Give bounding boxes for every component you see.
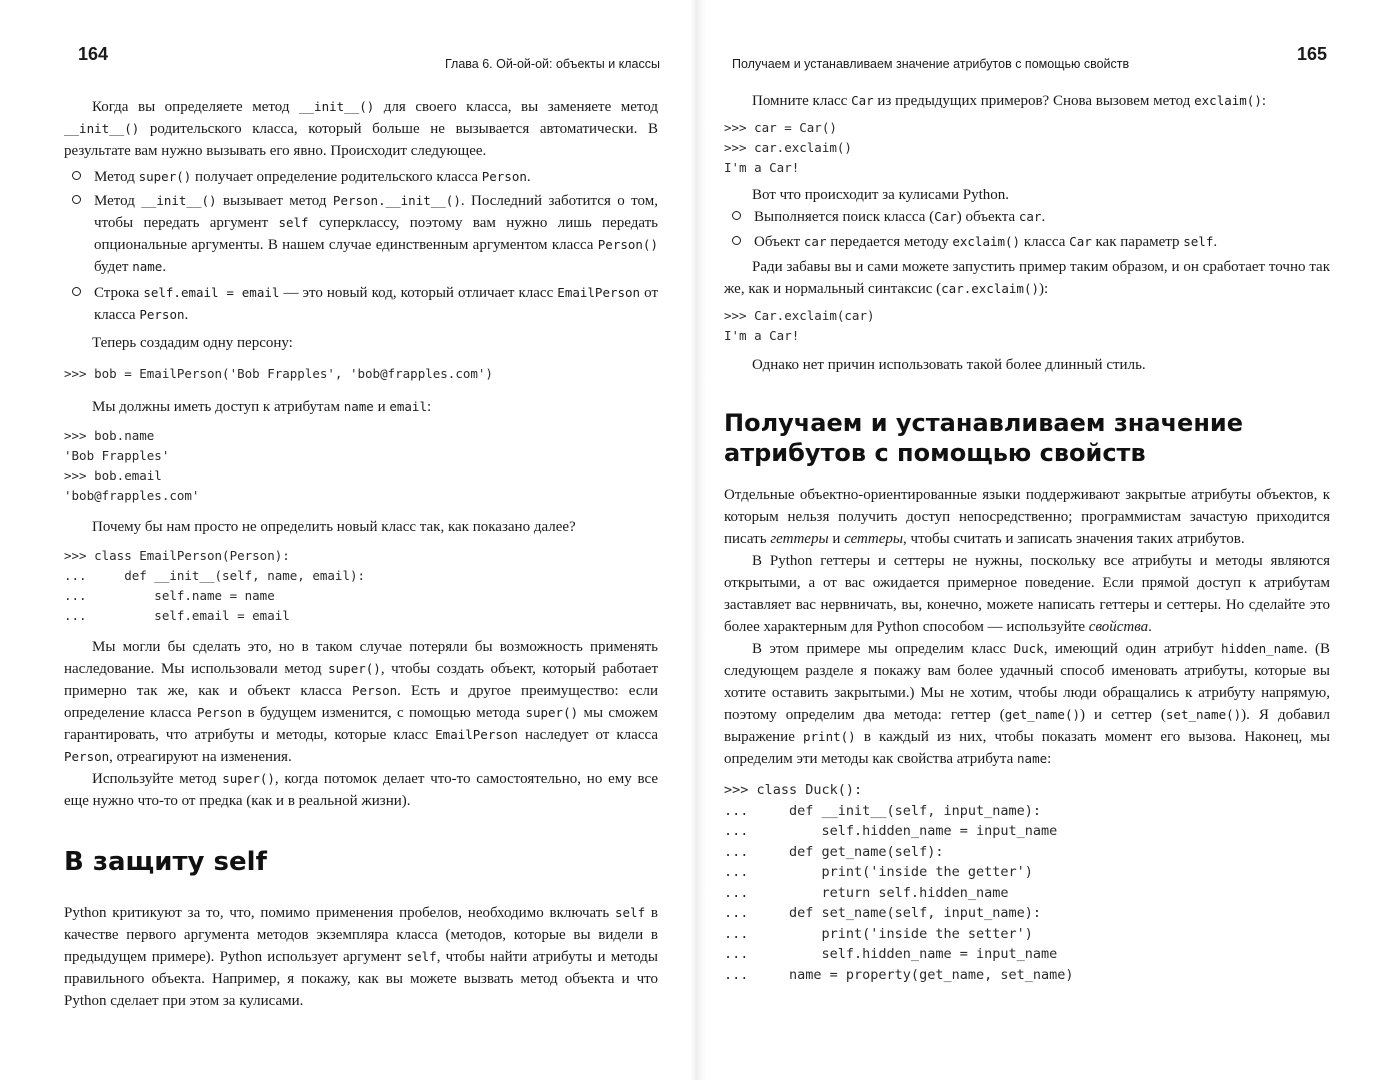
inline-code: super() bbox=[525, 705, 579, 720]
section-heading-self: В защиту self bbox=[64, 847, 267, 877]
inline-code: name bbox=[132, 259, 163, 274]
emphasized-term: геттеры bbox=[770, 531, 829, 547]
page-number: 165 bbox=[1296, 44, 1327, 64]
inline-code: Car bbox=[934, 209, 957, 224]
for-fun-text: Ради забавы вы и сами можете запустить пример таким образом, и он сработает точно так же, как и нормальный синтаксис (car.exclaim()): bbox=[724, 259, 1330, 297]
inheritance-paragraph: Мы могли бы сделать это, но в таком случае потеряли бы возможность применять наследование. Мы использовали метод super(), чтобы создать объект, который работает примерно так же, как и объект класса Person. Есть и другое преимущество: если определение класса Person в будущем изменится, с помощью метода super() мы сможем гарантировать, что атрибуты и методы, которые класс EmailPerson наследует от класса Person, отреагируют на изменения. bbox=[64, 639, 658, 765]
code-class-definition: >>> class EmailPerson(Person): ... def __init__(self, name, email): ... self.name = name ... self.email = email bbox=[64, 548, 366, 623]
inline-code: Person.__init__() bbox=[332, 193, 461, 208]
list-item-text: Выполняется поиск класса (Car) объекта car. bbox=[754, 209, 1046, 225]
inline-code: set_name() bbox=[1165, 707, 1242, 722]
inline-code: super() bbox=[138, 169, 192, 184]
inline-code: Person() bbox=[597, 237, 658, 252]
inline-code: Person bbox=[481, 169, 527, 184]
list-item-text: Метод __init__() вызывает метод Person.__init__(). Последний заботится о том, чтобы передать аргумент self суперклассу, поэтому вам нужно лишь передать опциональные аргументы. В нашем случае единственным аргументом класса Person() будет name. bbox=[94, 193, 658, 275]
inline-code: self bbox=[615, 905, 646, 920]
access-attrs-text: Мы должны иметь доступ к атрибутам name и email: bbox=[92, 399, 432, 415]
code-car-exclaim: >>> car = Car() >>> car.exclaim() I'm a Car! bbox=[724, 120, 852, 175]
inline-code: print() bbox=[803, 729, 856, 744]
remember-car-text: Помните класс Car из предыдущих примеров? Снова вызовем метод exclaim(): bbox=[752, 93, 1267, 109]
list-item bbox=[724, 231, 1330, 253]
bullet-circle bbox=[732, 211, 741, 220]
inline-code: car.exclaim() bbox=[941, 281, 1039, 296]
bullet-circle bbox=[72, 195, 81, 204]
inline-code: Person bbox=[196, 705, 243, 720]
inline-code: self bbox=[278, 215, 309, 230]
inline-code: EmailPerson bbox=[557, 285, 641, 300]
inline-code: Car bbox=[851, 93, 874, 108]
inline-code: Person bbox=[139, 307, 185, 322]
code-class-exclaim: >>> Car.exclaim(car) I'm a Car! bbox=[724, 308, 875, 343]
running-head: Глава 6. Ой-ой-ой: объекты и классы bbox=[444, 57, 660, 71]
inline-code: car bbox=[1018, 209, 1042, 224]
bullet-circle bbox=[732, 236, 741, 245]
why-question-text: Почему бы нам просто не определить новый класс так, как показано далее? bbox=[92, 519, 576, 535]
emphasized-term: свойства bbox=[1088, 619, 1149, 635]
inline-code: exclaim() bbox=[952, 234, 1021, 249]
behind-scenes-text: Вот что происходит за кулисами Python. bbox=[752, 187, 1010, 203]
bullet-circle bbox=[72, 287, 81, 296]
inline-code: email bbox=[389, 399, 427, 414]
list-item-text: Объект car передается методу exclaim() класса Car как параметр self. bbox=[754, 234, 1218, 250]
intro-paragraph: Когда вы определяете метод __init__() для своего класса, вы заменяете метод __init__() родительского класса, который больше не вызывается автоматически. В результате вам нужно вызывать его явно. Происходит следующее. bbox=[64, 99, 658, 159]
list-item bbox=[724, 206, 1330, 228]
inline-code: self bbox=[1183, 234, 1214, 249]
inline-code: __init__() bbox=[64, 121, 140, 136]
inline-code: __init__() bbox=[299, 99, 375, 114]
self-paragraph: Python критикуют за то, что, помимо применения пробелов, необходимо включать self в качестве первого аргумента методов экземпляра класса (методов, которые вы видели в предыдущем примере). Python использует аргумент self, чтобы найти атрибуты и методы правильного объекта. Например, я покажу, как вы можете вызвать метод объекта и что Python сделает при этом за кулисами. bbox=[64, 905, 658, 1009]
code-create-person: >>> bob = EmailPerson('Bob Frapples', 'bob@frapples.com') bbox=[64, 366, 493, 381]
bullet-circle bbox=[72, 171, 81, 180]
running-head: Получаем и устанавливаем значение атрибутов с помощью свойств bbox=[732, 57, 1130, 71]
python-getters-paragraph: В Python геттеры и сеттеры не нужны, поскольку все атрибуты и методы являются открытыми, а от вас ожидается примерное поведение. Если прямой доступ к атрибутам заставляет вас нервничать, вы, конечно, можете написать геттеры и сеттеры. Но сделайте это более характерным для Python способом — используйте свойства. bbox=[724, 553, 1330, 635]
inline-code: self.email = email bbox=[143, 285, 280, 300]
inline-code: name bbox=[1017, 751, 1048, 766]
page-number: 164 bbox=[78, 44, 109, 64]
create-person-text: Теперь создадим одну персону: bbox=[92, 335, 293, 351]
inline-code: EmailPerson bbox=[435, 727, 518, 742]
emphasized-term: сеттеры bbox=[844, 531, 904, 547]
right-page bbox=[698, 0, 1397, 1080]
left-page bbox=[0, 0, 698, 1080]
code-duck-class: >>> class Duck(): ... def __init__(self, input_name): ... self.hidden_name = input_name ... def get_name(self): ... print('inside the getter') ... return self.hidden_name ... def set_name(self, input_name): ... print('inside the setter') ... self.hidden_name = input_name ... name = property(get_name, set_name) bbox=[724, 782, 1074, 983]
inline-code: exclaim() bbox=[1194, 93, 1262, 108]
inline-code: Person bbox=[64, 749, 110, 764]
inline-code: name bbox=[343, 399, 374, 414]
left-page-body bbox=[64, 96, 658, 1012]
longer-style-text: Однако нет причин использовать такой более длинный стиль. bbox=[752, 357, 1146, 373]
inline-code: Car bbox=[1069, 234, 1092, 249]
inline-code: Duck bbox=[1013, 641, 1044, 656]
inline-code: hidden_name bbox=[1220, 641, 1304, 656]
duck-example-paragraph: В этом примере мы определим класс Duck, имеющий один атрибут hidden_name. (В следующем разделе я покажу вам более удачный способ именовать атрибуты, которые вы хотите оставить закрытыми.) Мы не хотим, чтобы люди обращались к атрибуту напрямую, поэтому определим два метода: геттер (get_name()) и сеттер (set_name()). Я добавил выражение print() в каждый из них, чтобы показать момент его вызова. Наконец, мы определим эти методы как свойства атрибута name: bbox=[724, 641, 1331, 767]
inline-code: __init__() bbox=[141, 193, 217, 208]
inline-code: self bbox=[406, 949, 437, 964]
inline-code: super() bbox=[222, 771, 275, 786]
inline-code: Person bbox=[352, 683, 398, 698]
behind-scenes-list bbox=[724, 206, 1330, 253]
private-attrs-paragraph: Отдельные объектно-ориентированные языки поддерживают закрытые атрибуты объектов, к которым нельзя получить доступ непосредственно; программистам зачастую приходится писать геттеры и сеттеры, чтобы считать и записать значения таких атрибутов. bbox=[724, 487, 1330, 547]
list-item bbox=[64, 282, 658, 326]
list-item-text: Строка self.email = email — это новый код, который отличает класс EmailPerson от класса Person. bbox=[94, 285, 659, 323]
use-super-paragraph: Используйте метод super(), когда потомок делает что-то самостоятельно, но ему все еще нужно что-то от предка (как и в реальной жизни). bbox=[64, 771, 658, 809]
section-heading-properties: Получаем и устанавливаем значение атрибутов с помощью свойств bbox=[724, 409, 1244, 467]
right-page-body bbox=[724, 90, 1330, 985]
list-item bbox=[64, 190, 658, 278]
inline-code: get_name() bbox=[1004, 707, 1080, 722]
steps-list bbox=[64, 166, 658, 326]
list-item-text: Метод super() получает определение родительского класса Person. bbox=[94, 169, 531, 185]
list-item bbox=[64, 166, 658, 188]
inline-code: car bbox=[803, 234, 827, 249]
code-access-attrs: >>> bob.name 'Bob Frapples' >>> bob.email 'bob@frapples.com' bbox=[64, 428, 200, 503]
inline-code: super() bbox=[328, 661, 381, 676]
